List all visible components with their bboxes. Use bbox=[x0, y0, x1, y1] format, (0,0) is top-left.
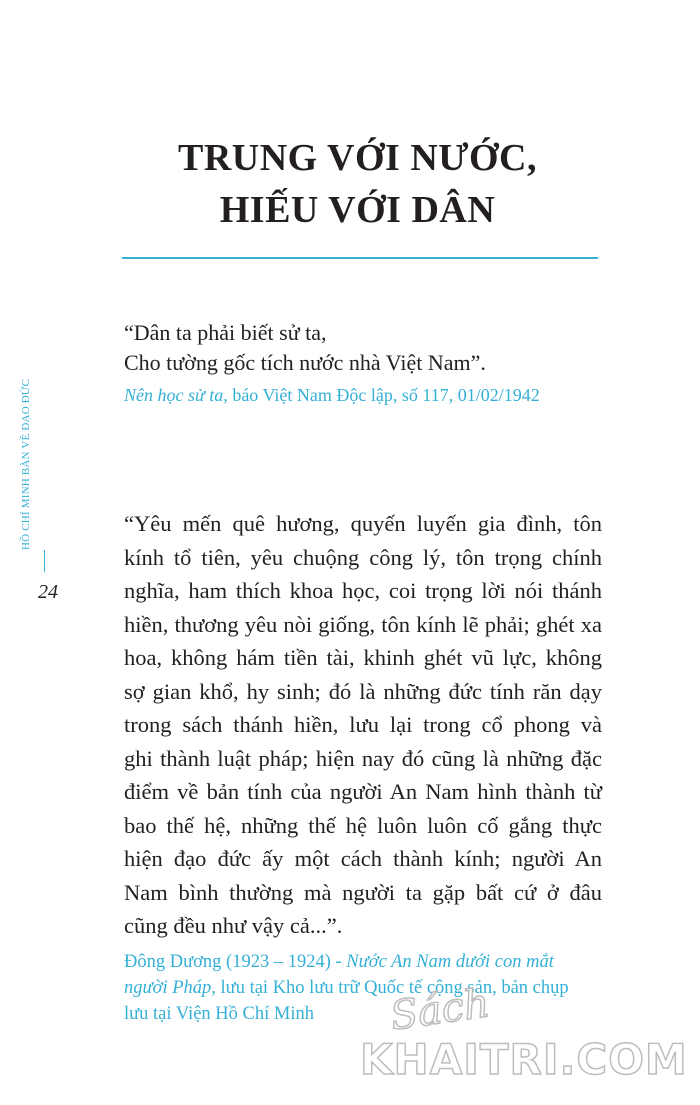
quote-2-line: hiện đạo đức ấy một cách thành kính; người An bbox=[124, 846, 602, 871]
title-divider bbox=[122, 257, 598, 259]
quote-2-citation-title-cont: người Pháp, bbox=[124, 977, 216, 998]
chapter-title bbox=[120, 132, 595, 236]
quote-2-line: bao thế hệ, những thế hệ luôn luôn cố gắng thực bbox=[124, 812, 602, 838]
quote-2-citation-line-3: lưu tại Viện Hồ Chí Minh bbox=[124, 1003, 314, 1024]
quote-2-body bbox=[124, 507, 602, 943]
quote-2-citation-archive: lưu tại Kho lưu trữ Quốc tế cộng sản, bản chụp bbox=[215, 977, 569, 998]
quote-1-line-2: Cho tường gốc tích nước nhà Việt Nam”. bbox=[124, 350, 486, 375]
running-header-vertical: HỒ CHÍ MINH BÀN VỀ ĐẠO ĐỨC bbox=[20, 378, 32, 550]
quote-2-citation-title: Nước An Nam dưới con mắt bbox=[346, 951, 554, 972]
quote-2-line: nghĩa, ham thích khoa học, coi trọng lời nói thánh bbox=[124, 578, 602, 603]
quote-1-citation bbox=[124, 382, 599, 408]
quote-2-line: ghi thành luật pháp; hiện nay đó cũng là những đặc bbox=[124, 745, 602, 771]
quote-2-line: kính tổ tiên, yêu chuộng công lý, tôn trọng chính bbox=[124, 544, 602, 570]
watermark-script: Sách bbox=[387, 980, 493, 1040]
chapter-title-line-1: TRUNG VỚI NƯỚC, bbox=[177, 137, 538, 179]
quote-1-line-1: “Dân ta phải biết sử ta, bbox=[124, 320, 327, 345]
quote-2-line: trong sách thánh hiền, lưu lại trong cổ phong và bbox=[124, 712, 602, 737]
quote-2-line: Nam bình thường mà người ta gặp bất cứ ở đâu bbox=[124, 879, 602, 905]
quote-2-line: sợ gian khổ, hy sinh; đó là những đức tính răn dạy bbox=[124, 678, 602, 704]
watermark-text: KHAITRI.COM bbox=[360, 1035, 688, 1084]
quote-block-2 bbox=[124, 507, 602, 1027]
quote-2-citation-source: Đông Dương (1923 – 1924) - bbox=[124, 951, 347, 972]
quote-1-citation-title: Nên học sử ta, bbox=[124, 385, 228, 405]
quote-block-1 bbox=[124, 318, 599, 408]
quote-1-citation-source: báo Việt Nam Độc lập, số 117, 01/02/1942 bbox=[227, 385, 540, 405]
quote-2-line: cũng đều như vậy cả...”. bbox=[124, 913, 343, 938]
quote-2-line: điểm về bản tính của người An Nam hình thành từ bbox=[124, 779, 602, 804]
quote-2-line: hiền, thương yêu nòi giống, tôn kính lẽ phải; ghét xa bbox=[124, 611, 602, 637]
quote-2-line: hoa, không hám tiền tài, khinh ghét vũ lực, không bbox=[124, 645, 602, 670]
page-number: 24 bbox=[38, 581, 58, 603]
quote-2-citation-line-1 bbox=[124, 949, 602, 975]
chapter-title-line-2: HIẾU VỚI DÂN bbox=[219, 189, 496, 231]
running-header-rule bbox=[44, 550, 45, 572]
quote-2-line: “Yêu mến quê hương, quyến luyến gia đình, tôn bbox=[124, 511, 602, 536]
